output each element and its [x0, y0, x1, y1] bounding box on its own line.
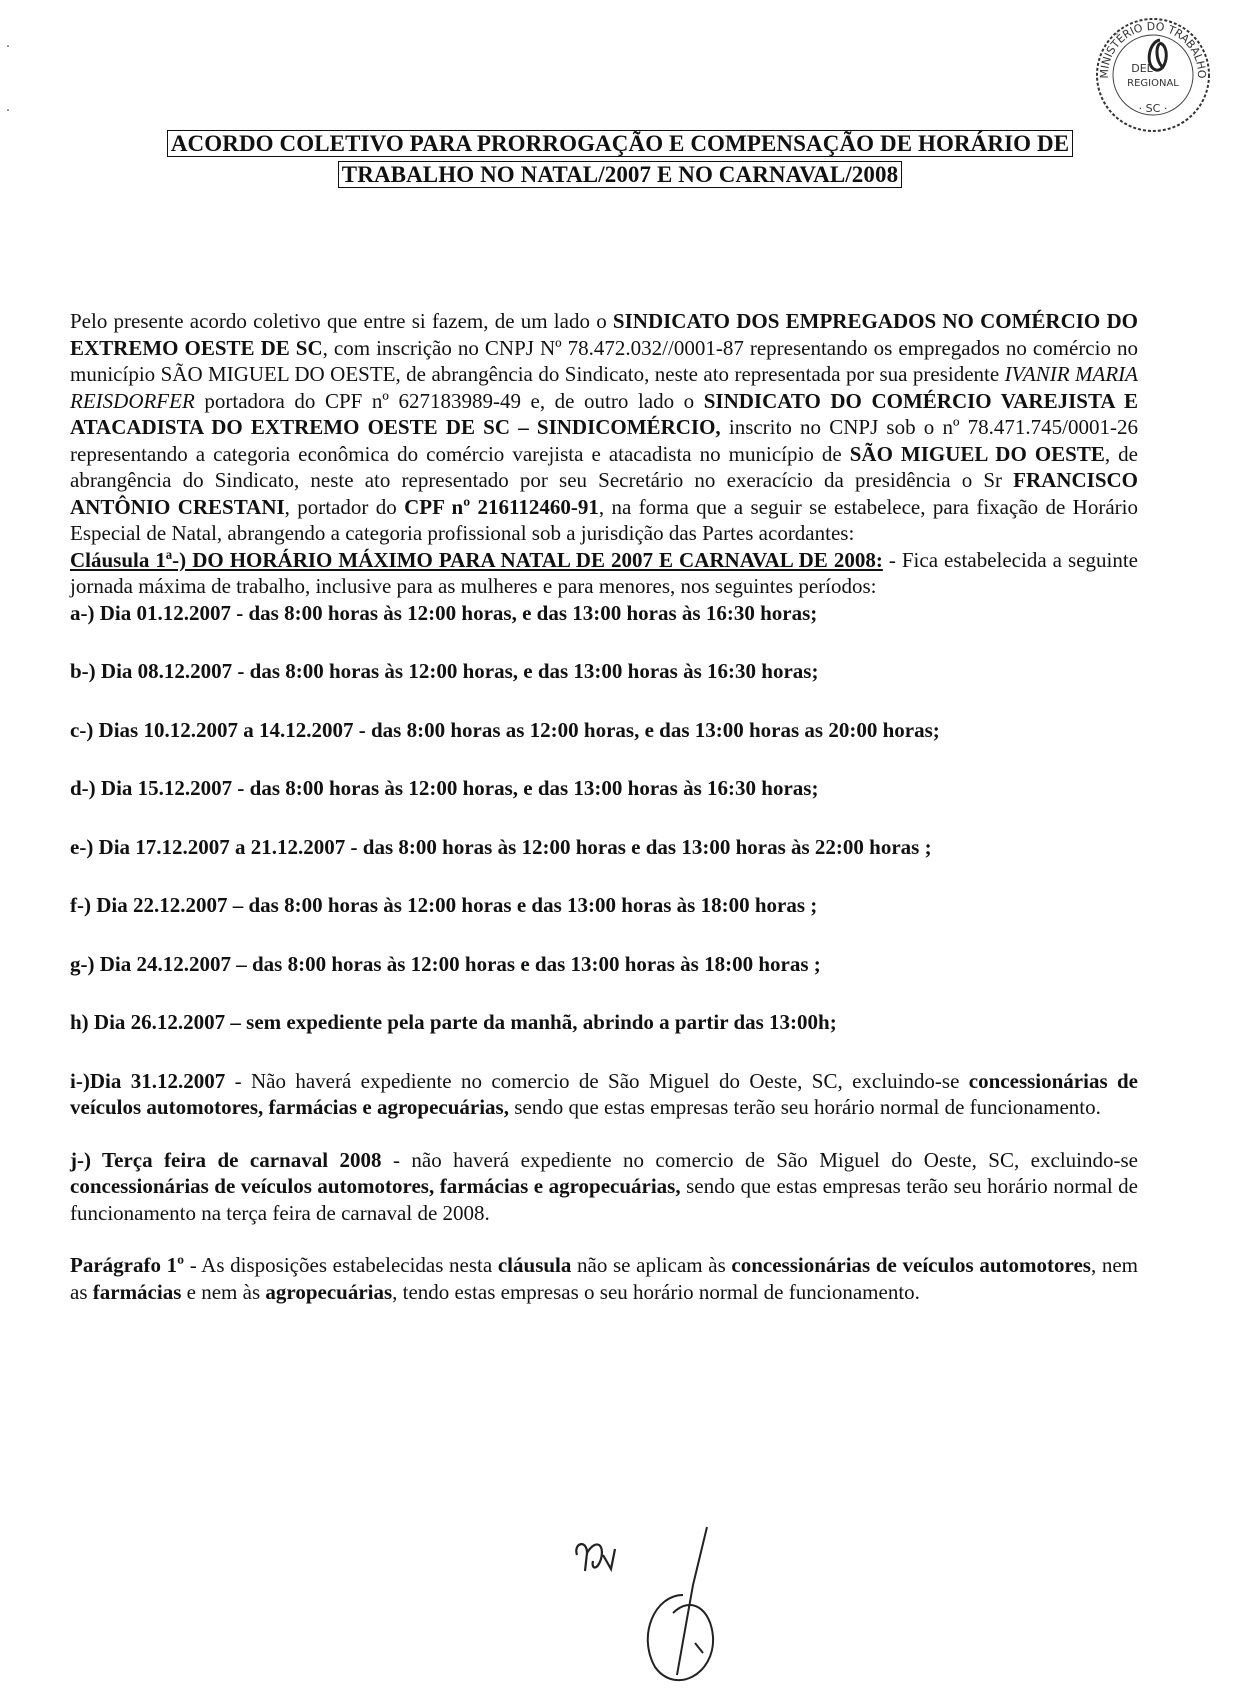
item-j-text-2: sendo que estas empresas terão seu horário normal de funcionamento na terça feira de carnaval de 2008. — [70, 1174, 1138, 1225]
intro-text-7: , na forma que a seguir se estabelece, para fixação de Horário Especial de Natal, abrangendo a categoria profissional sob a jurisdição das Partes acordantes: — [70, 494, 1138, 545]
initials-scribble-4 — [695, 1643, 703, 1653]
intro-president-name: IVANIR MARIA REISDORFER — [70, 362, 1138, 413]
initials-scribble-1 — [576, 1544, 615, 1571]
paragraph-1-text-5: , tendo estas empresas o seu horário normal de funcionamento. — [392, 1279, 920, 1304]
item-i-exclusions: concessionárias de veículos automotores, farmácias e agropecuárias, — [70, 1068, 1139, 1119]
ministry-stamp — [1090, 12, 1216, 138]
initials-scribble-3 — [648, 1595, 713, 1680]
speck — [7, 109, 9, 111]
intro-secretary-name: FRANCISCO ANTÔNIO CRESTANI — [70, 468, 1138, 519]
title-line-1: ACORDO COLETIVO PARA PRORROGAÇÃO E COMPENSAÇÃO DE HORÁRIO DE — [167, 130, 1073, 157]
paragraph-1-bold-3: farmácias — [92, 1279, 182, 1304]
intro-text-6: , portador do — [284, 494, 405, 519]
stamp-initial-scribble — [1149, 40, 1166, 70]
schedule-item-e: e-) Dia 17.12.2007 a 21.12.2007 - das 8:00 horas às 12:00 horas e das 13:00 horas às 22:00 horas ; — [70, 834, 932, 859]
schedule-item-f: f-) Dia 22.12.2007 – das 8:00 horas às 12:00 horas e das 13:00 horas às 18:00 horas ; — [70, 893, 818, 917]
item-j-label: j-) Terça feira de carnaval 2008 — [70, 1147, 382, 1172]
clause-1-heading: Cláusula 1ª-) DO HORÁRIO MÁXIMO PARA NATAL DE 2007 E CARNAVAL DE 2008: — [70, 547, 883, 572]
item-i-label: i-)Dia 31.12.2007 — [70, 1068, 226, 1093]
intro-text-3: portadora do CPF nº 627183989-49 e, de outro lado o — [194, 388, 704, 413]
paragraph-1-bold-4: agropecuárias — [265, 1279, 393, 1304]
schedule-item-j — [70, 1147, 1138, 1227]
clause-1 — [70, 547, 1138, 600]
item-j-text-1: - não haverá expediente no comercio de São Miguel do Oeste, SC, excluindo-se — [381, 1147, 1138, 1172]
schedule-item-i — [70, 1068, 1138, 1121]
intro-union-commerce: SINDICATO DO COMÉRCIO VAREJISTA E ATACADISTA DO EXTREMO OESTE DE SC – SINDICOMÉRCIO, — [70, 388, 1138, 439]
title-line-2: TRABALHO NO NATAL/2007 E NO CARNAVAL/2008 — [338, 161, 902, 188]
document-title — [110, 128, 1130, 190]
intro-union-employees: SINDICATO DOS EMPREGADOS NO COMÉRCIO DO EXTREMO OESTE DE SC — [70, 309, 1138, 360]
item-i-text-1: - Não haverá expediente no comercio de São Miguel do Oeste, SC, excluindo-se — [225, 1068, 969, 1093]
intro-municipality: SÃO MIGUEL DO OESTE — [849, 441, 1105, 466]
intro-text-4: inscrito no CNPJ sob o nº 78.471.745/0001-26 representando a categoria econômica do comércio varejista e atacadista no município de — [70, 415, 1139, 466]
paragraph-1-text-1: - As disposições estabelecidas nesta — [184, 1253, 498, 1277]
stamp-mid-text-1: DEL — [1131, 62, 1153, 75]
stamp-arc-text: MINISTÉRIO DO TRABALHO — [1097, 19, 1209, 79]
intro-paragraph — [70, 308, 1138, 547]
item-j-exclusions: concessionárias de veículos automotores, farmácias e agropecuárias, — [70, 1174, 681, 1198]
schedule-item-d: d-) Dia 15.12.2007 - das 8:00 horas às 12:00 horas, e das 13:00 horas às 16:30 horas; — [70, 776, 819, 800]
schedule-item-a: a-) Dia 01.12.2007 - das 8:00 horas às 12:00 horas, e das 13:00 horas às 16:30 horas; — [70, 600, 818, 625]
intro-text-5: , de abrangência do Sindicato, neste ato representado por seu Secretário no exeracício da presidência o Sr — [70, 441, 1138, 492]
intro-text-1: Pelo presente acordo coletivo que entre si fazem, de um lado o — [70, 309, 613, 333]
stamp-mid-text-2: REGIONAL — [1127, 78, 1179, 89]
stamp-bottom-text: · SC · — [1138, 102, 1168, 115]
clause-1-text: - Fica estabelecida a seguinte jornada máxima de trabalho, inclusive para as mulheres e para menores, nos seguintes períodos: — [70, 547, 1139, 598]
document-body — [70, 308, 1138, 1305]
item-i-text-2: sendo que estas empresas terão seu horário normal de funcionamento. — [508, 1095, 1101, 1119]
schedule-item-g: g-) Dia 24.12.2007 – das 8:00 horas às 12:00 horas e das 13:00 horas às 18:00 horas ; — [70, 951, 821, 976]
schedule-item-h: h) Dia 26.12.2007 – sem expediente pela parte da manhã, abrindo a partir das 13:00h; — [70, 1010, 837, 1034]
speck — [7, 45, 9, 47]
intro-text-2: , com inscrição no CNPJ Nº 78.472.032//0001-87 representando os empregados no comércio no município SÃO MIGUEL DO OESTE, de abrangência do Sindicato, neste ato representada por sua presidente — [70, 335, 1138, 386]
intro-secretary-cpf: CPF nº 216112460-91 — [404, 494, 599, 519]
schedule-item-c: c-) Dias 10.12.2007 a 14.12.2007 - das 8:00 horas as 12:00 horas, e das 13:00 horas as 20:00 horas; — [70, 717, 940, 742]
handwritten-initials — [565, 1525, 755, 1690]
paragraph-1-bold-1: cláusula — [497, 1253, 572, 1277]
paragraph-1-text-2: não se aplicam às — [571, 1253, 732, 1277]
paragraph-1-label: Parágrafo 1º — [70, 1253, 185, 1277]
schedule-item-b: b-) Dia 08.12.2007 - das 8:00 horas às 12:00 horas, e das 13:00 horas às 16:30 horas; — [70, 659, 819, 683]
paragraph-1 — [70, 1252, 1138, 1305]
paragraph-1-text-4: e nem às — [181, 1279, 266, 1304]
paragraph-1-text-3: , nem as — [70, 1253, 1138, 1304]
paragraph-1-bold-2: concessionárias de veículos automotores — [731, 1253, 1091, 1277]
